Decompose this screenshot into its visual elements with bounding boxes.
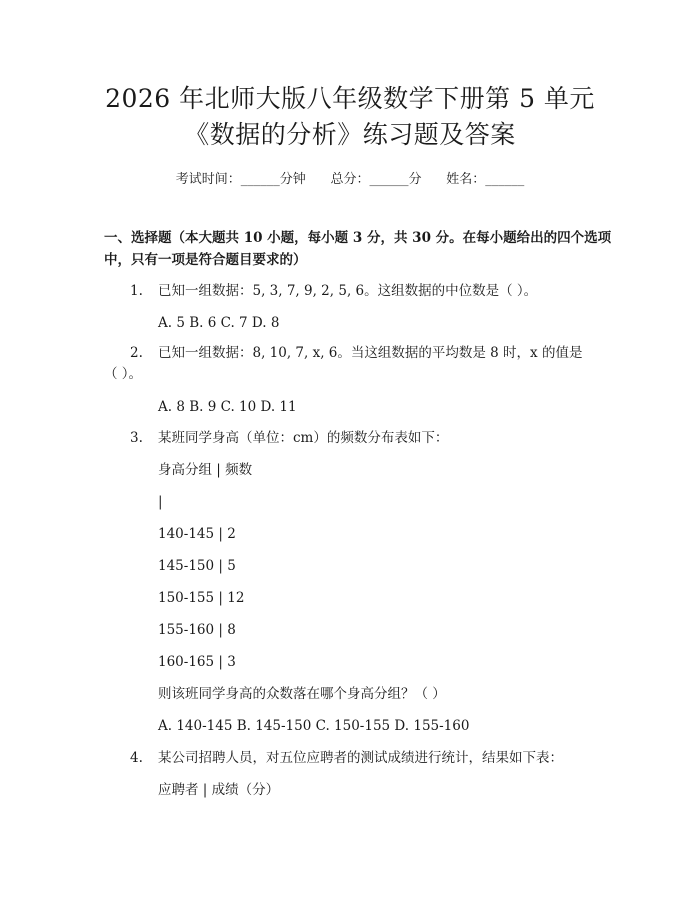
- question-text: 已知一组数据：5, 3, 7, 9, 2, 5, 6。这组数据的中位数是（ ）。: [158, 283, 538, 299]
- question-2: [104, 343, 584, 385]
- table-line: 150-155 | 12: [158, 590, 245, 606]
- question-3-options: A. 140-145 B. 145-150 C. 150-155 D. 155-160: [158, 718, 470, 734]
- exam-info: 考试时间：______分钟 总分：______分 姓名：______: [175, 172, 525, 187]
- table-line: 160-165 | 3: [158, 654, 236, 670]
- section-heading: 一、选择题（本大题共 10 小题，每小题 3 分，共 30 分。在每小题给出的四个选项中，只有一项是符合题目要求的）: [104, 230, 612, 268]
- question-number: 4.: [130, 750, 143, 766]
- document-title-line2: 《数据的分析》练习题及答案: [184, 120, 516, 149]
- question-number: 2.: [130, 345, 143, 361]
- table-line: 145-150 | 5: [158, 558, 236, 574]
- question-text: 已知一组数据：8, 10, 7, x, 6。当这组数据的平均数是 8 时，x 的值是（ ）。: [104, 345, 583, 382]
- table-line: 应聘者 | 成绩（分）: [158, 782, 280, 798]
- question-number: 3.: [130, 430, 143, 446]
- question-text: 某班同学身高（单位：cm）的频数分布表如下：: [158, 430, 449, 446]
- question-1-options: A. 5 B. 6 C. 7 D. 8: [158, 315, 280, 331]
- table-line: |: [158, 494, 163, 510]
- question-2-options: A. 8 B. 9 C. 10 D. 11: [158, 399, 297, 415]
- document-title-line1: 2026 年北师大版八年级数学下册第 5 单元: [105, 84, 595, 113]
- question-text: 某公司招聘人员，对五位应聘者的测试成绩进行统计，结果如下表：: [158, 750, 563, 766]
- question-3-followup: 则该班同学身高的众数落在哪个身高分组？（ ）: [158, 686, 446, 702]
- table-line: 140-145 | 2: [158, 526, 236, 542]
- table-line: 155-160 | 8: [158, 622, 236, 638]
- table-line: 身高分组 | 频数: [158, 462, 253, 478]
- question-number: 1.: [130, 283, 143, 299]
